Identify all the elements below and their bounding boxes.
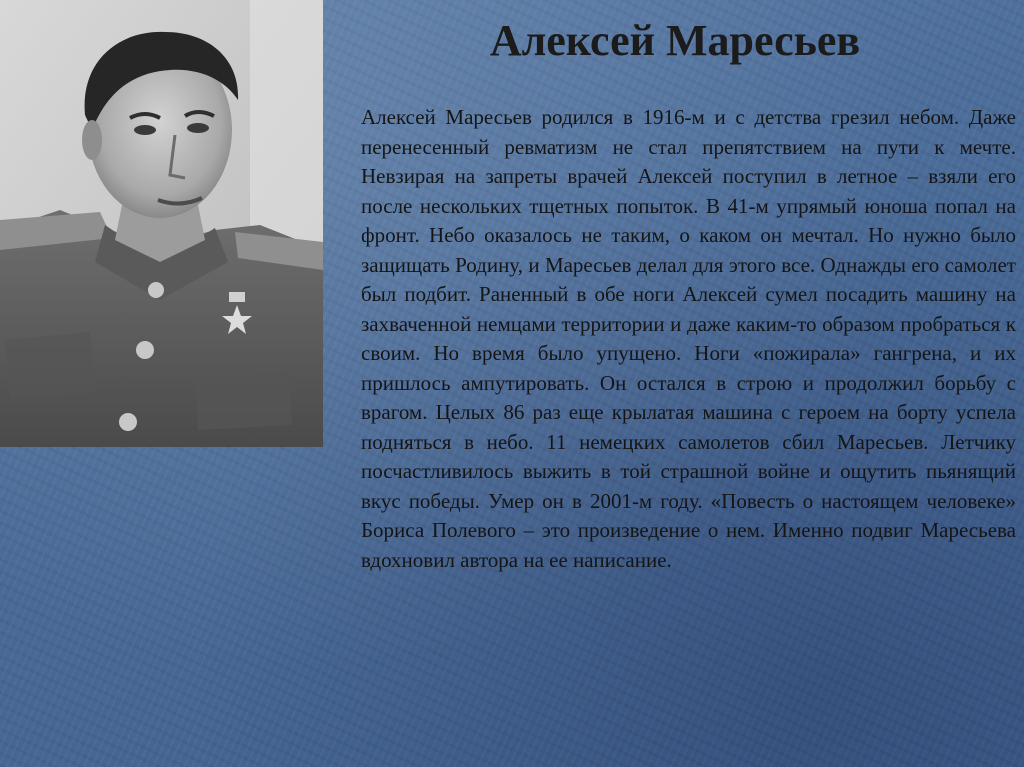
biography-text: Алексей Маресьев родился в 1916-м и с детства грезил небом. Даже перенесенный ревматизм не стал препятствием на пути к мечте. Невзирая на запреты врачей Алексей поступил в летное – взяли его после нескольких тщетных попыток. В 41-м упрямый юноша попал на фронт. Небо оказалось не таким, о каком он мечтал. Но нужно было защищать Родину, и Маресьев делал для этого все. Однажды его самолет был подбит. Раненный в обе ноги Алексей сумел посадить машину на захваченной немцами территории и даже каким-то образом пробраться к своим. Но время было упущено. Ноги «пожирала» гангрена, и их пришлось ампутировать. Он остался в строю и продолжил борьбу с врагом. Целых 86 раз еще крылатая машина с героем на борту успела подняться в небо. 11 немецких самолетов сбил Маресьев. Летчику посчастливилось выжить в той страшной войне и ощутить пьянящий вкус победы. Умер он в 2001-м году. «Повесть о настоящем человеке» Бориса Полевого – это произведение о нем. Именно подвиг Маресьева вдохновил автора на ее написание. <box>361 105 1016 572</box>
portrait-photo <box>0 0 323 447</box>
slide-title: Алексей Маресьев <box>489 16 861 65</box>
portrait-illustration <box>0 0 323 447</box>
